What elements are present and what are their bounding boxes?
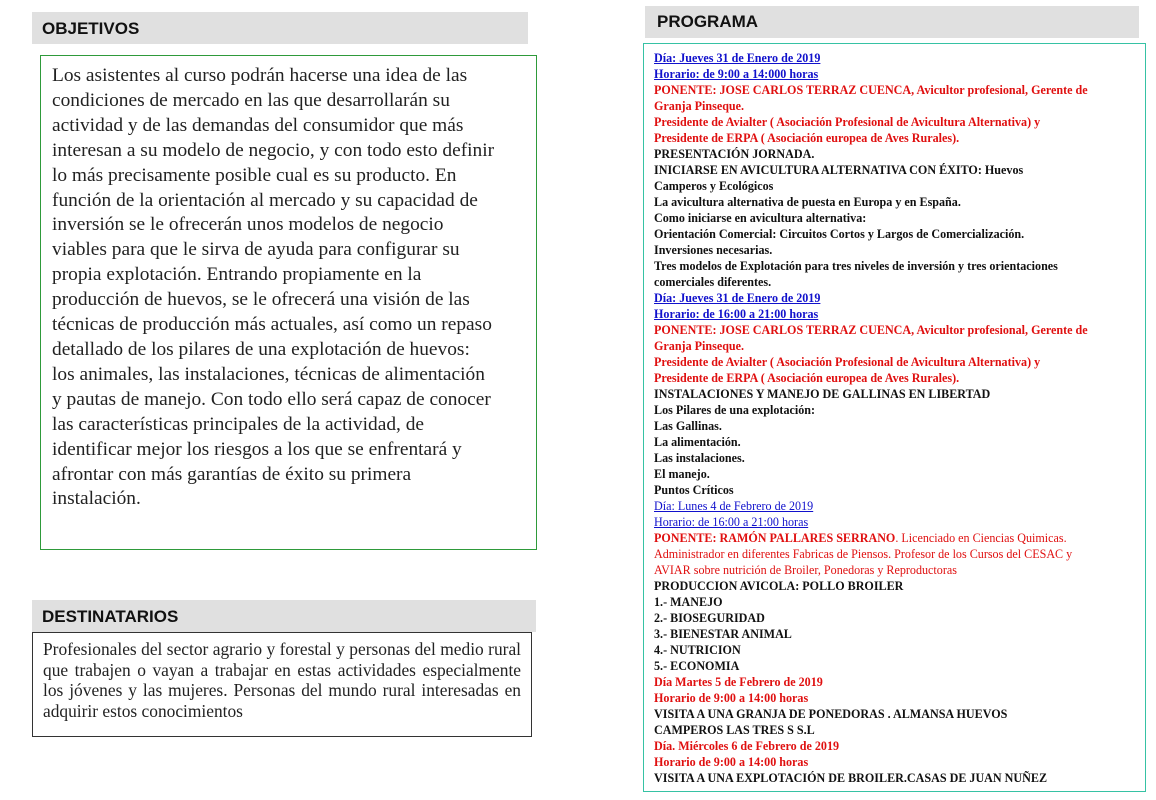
objetivos-line: condiciones de mercado en las que desarrollarán su <box>52 89 450 111</box>
programa-line: PONENTE: JOSE CARLOS TERRAZ CUENCA, Avicultor profesional, Gerente de <box>654 323 1088 337</box>
destinatarios-header <box>32 600 536 632</box>
objetivos-line: los animales, las instalaciones, técnicas de alimentación <box>52 363 485 385</box>
objetivos-line: producción de huevos, se le ofrecerá una visión de las <box>52 289 470 311</box>
programa-line: Inversiones necesarias. <box>654 243 773 257</box>
programa-line: PRESENTACIÓN JORNADA. <box>654 147 815 161</box>
ponente-description: . Licenciado en Ciencias Quimicas. <box>895 531 1067 545</box>
objetivos-line: las características principales de la actividad, de <box>52 413 425 435</box>
objetivos-line: instalación. <box>52 488 141 510</box>
objetivos-line: identificar mejor los riesgos a los que se enfrentará y <box>52 438 462 460</box>
objetivos-title: OBJETIVOS <box>42 19 140 38</box>
objetivos-line: Los asistentes al curso podrán hacerse una idea de las <box>52 65 468 86</box>
programa-line: INSTALACIONES Y MANEJO DE GALLINAS EN LIBERTAD <box>654 387 991 401</box>
programa-line: Día. Miércoles 6 de Febrero de 2019 <box>654 739 840 753</box>
objetivos-line: viables para que le sirva de ayuda para configurar su <box>52 239 460 261</box>
programa-line: 5.- ECONOMIA <box>654 659 740 673</box>
programa-title: PROGRAMA <box>657 12 759 31</box>
programa-line: Presidente de Avialter ( Asociación Profesional de Avicultura Alternativa) y <box>654 355 1041 369</box>
objetivos-line: función de la orientación al mercado y su capacidad de <box>52 189 478 211</box>
programa-line <box>654 530 1141 546</box>
programa-line: La avicultura alternativa de puesta en Europa y en España. <box>654 195 961 209</box>
programa-line: 2.- BIOSEGURIDAD <box>654 611 765 625</box>
programa-line: Día Martes 5 de Febrero de 2019 <box>654 675 823 689</box>
programa-line: PRODUCCION AVICOLA: POLLO BROILER <box>654 579 904 593</box>
destinatarios-box <box>32 632 532 737</box>
programa-line: Presidente de Avialter ( Asociación Profesional de Avicultura Alternativa) y <box>654 115 1041 129</box>
objetivos-line: técnicas de producción más actuales, así como un repaso <box>52 314 492 336</box>
programa-line: INICIARSE EN AVICULTURA ALTERNATIVA CON ÉXITO: Huevos <box>654 163 1024 177</box>
objetivos-box <box>40 55 537 550</box>
programa-line: Horario: de 16:00 a 21:00 horas <box>654 515 809 529</box>
programa-line: Las instalaciones. <box>654 451 745 465</box>
programa-line: VISITA A UNA EXPLOTACIÓN DE BROILER.CASAS DE JUAN NUÑEZ <box>654 771 1048 785</box>
programa-line: Granja Pinseque. <box>654 99 745 113</box>
programa-line: Horario: de 9:00 a 14:000 horas <box>654 67 819 81</box>
objetivos-line: interesan a su modelo de negocio, y con todo esto definir <box>52 139 495 161</box>
programa-line: Los Pilares de una explotación: <box>654 403 816 417</box>
programa-line: Día: Jueves 31 de Enero de 2019 <box>654 51 821 65</box>
ponente-name: PONENTE: RAMÓN PALLARES SERRANO <box>654 531 896 545</box>
programa-line: 1.- MANEJO <box>654 595 723 609</box>
programa-line: VISITA A UNA GRANJA DE PONEDORAS . ALMANSA HUEVOS <box>654 707 1008 721</box>
programa-line: Camperos y Ecológicos <box>654 179 774 193</box>
programa-line: Administrador en diferentes Fabricas de Piensos. Profesor de los Cursos del CESAC y <box>654 547 1073 561</box>
programa-line: CAMPEROS LAS TRES S S.L <box>654 723 815 737</box>
programa-header <box>645 6 1139 38</box>
programa-line: Horario de 9:00 a 14:00 horas <box>654 755 809 769</box>
programa-line: Día: Jueves 31 de Enero de 2019 <box>654 291 821 305</box>
programa-line: Horario: de 16:00 a 21:00 horas <box>654 307 819 321</box>
objetivos-header <box>32 12 528 44</box>
objetivos-line: lo más precisamente posible cual es su producto. En <box>52 164 457 186</box>
objetivos-line: y pautas de manejo. Con todo ello será capaz de conocer <box>52 388 491 410</box>
objetivos-line: actividad y de las demandas del consumidor que más <box>52 114 464 136</box>
programa-line: Tres modelos de Explotación para tres niveles de inversión y tres orientaciones <box>654 259 1058 273</box>
programa-line: 4.- NUTRICION <box>654 643 741 657</box>
programa-line: Día: Lunes 4 de Febrero de 2019 <box>654 499 814 513</box>
programa-line: Presidente de ERPA ( Asociación europea de Aves Rurales). <box>654 131 960 145</box>
programa-line: Las Gallinas. <box>654 419 722 433</box>
objetivos-line: afrontar con más garantías de éxito su primera <box>52 463 412 485</box>
programa-line: comerciales diferentes. <box>654 275 772 289</box>
programa-line: Orientación Comercial: Circuitos Cortos y Largos de Comercialización. <box>654 227 1025 241</box>
programa-line: 3.- BIENESTAR ANIMAL <box>654 627 792 641</box>
programa-box <box>643 43 1146 792</box>
destinatarios-title: DESTINATARIOS <box>42 607 179 626</box>
programa-line: PONENTE: JOSE CARLOS TERRAZ CUENCA, Avicultor profesional, Gerente de <box>654 83 1088 97</box>
programa-line: Como iniciarse en avicultura alternativa: <box>654 211 867 225</box>
objetivos-line: propia explotación. Entrando propiamente en la <box>52 264 422 286</box>
objetivos-line: detallado de los pilares de una explotación de huevos: <box>52 338 470 360</box>
programa-line: Puntos Críticos <box>654 483 734 497</box>
programa-line: La alimentación. <box>654 435 741 449</box>
programa-line: Presidente de ERPA ( Asociación europea de Aves Rurales). <box>654 371 960 385</box>
programa-line: Granja Pinseque. <box>654 339 745 353</box>
programa-line: Horario de 9:00 a 14:00 horas <box>654 691 809 705</box>
objetivos-line: inversión se le ofrecerán unos modelos de negocio <box>52 214 444 236</box>
destinatarios-text: Profesionales del sector agrario y forestal y personas del medio rural que trabajen o vayan a trabajar en estas actividades especialmente los jóvenes y las mujeres. Personas del mundo rural interesadas en adquirir estos conocimientos <box>43 639 521 721</box>
programa-line: El manejo. <box>654 467 710 481</box>
programa-line: AVIAR sobre nutrición de Broiler, Ponedoras y Reproductoras <box>654 563 957 577</box>
